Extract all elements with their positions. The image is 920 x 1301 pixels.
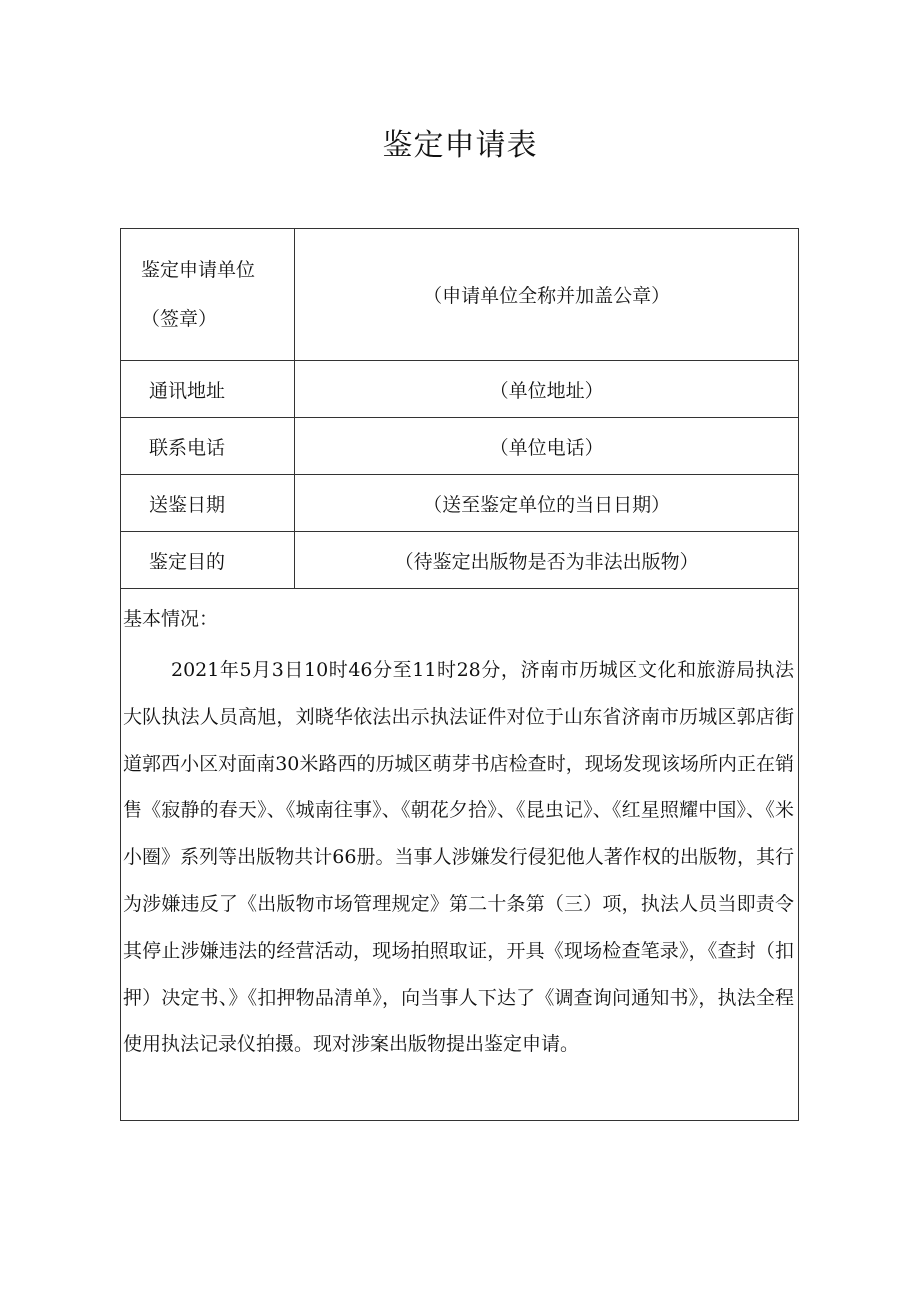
- address-label: 通讯地址: [121, 361, 295, 418]
- form-row-phone: [121, 418, 799, 475]
- phone-value: （单位电话）: [295, 418, 799, 475]
- applicant-label: 鉴定申请单位（签章）: [121, 229, 295, 361]
- form-row-applicant: [121, 229, 799, 361]
- phone-label: 联系电话: [121, 418, 295, 475]
- form-row-basic-info: [121, 589, 799, 1121]
- basic-info-cell: [121, 589, 799, 1121]
- form-row-address: [121, 361, 799, 418]
- basic-info-body: 2021年5月3日10时46分至11时28分，济南市历城区文化和旅游局执法大队执法人员高旭，刘晓华依法出示执法证件对位于山东省济南市历城区郭店街道郭西小区对面南30米路西的历城区萌芽书店检查时，现场发现该场所内正在销售《寂静的春天》、《城南往事》、《朝花夕拾》、《昆虫记》、《红星照耀中国》、《米小圈》系列等出版物共计66册。当事人涉嫌发行侵犯他人著作权的出版物，其行为涉嫌违反了《出版物市场管理规定》第二十条第（三）项，执法人员当即责令其停止涉嫌违法的经营活动，现场拍照取证，开具《现场检查笔录》，《查封（扣押）决定书、》《扣押物品清单》，向当事人下达了《调查询问通知书》，执法全程使用执法记录仪拍摄。现对涉案出版物提出鉴定申请。: [123, 659, 794, 1056]
- purpose-value: （待鉴定出版物是否为非法出版物）: [295, 532, 799, 589]
- basic-info-heading: 基本情况：: [123, 608, 219, 630]
- submit-date-value: （送至鉴定单位的当日日期）: [295, 475, 799, 532]
- form-row-purpose: [121, 532, 799, 589]
- submit-date-label: 送鉴日期: [121, 475, 295, 532]
- form-row-submit-date: [121, 475, 799, 532]
- purpose-label: 鉴定目的: [121, 532, 295, 589]
- applicant-value: （申请单位全称并加盖公章）: [295, 229, 799, 361]
- page-title: 鉴定申请表: [382, 128, 538, 163]
- address-value: （单位地址）: [295, 361, 799, 418]
- application-form-table: [120, 228, 799, 1121]
